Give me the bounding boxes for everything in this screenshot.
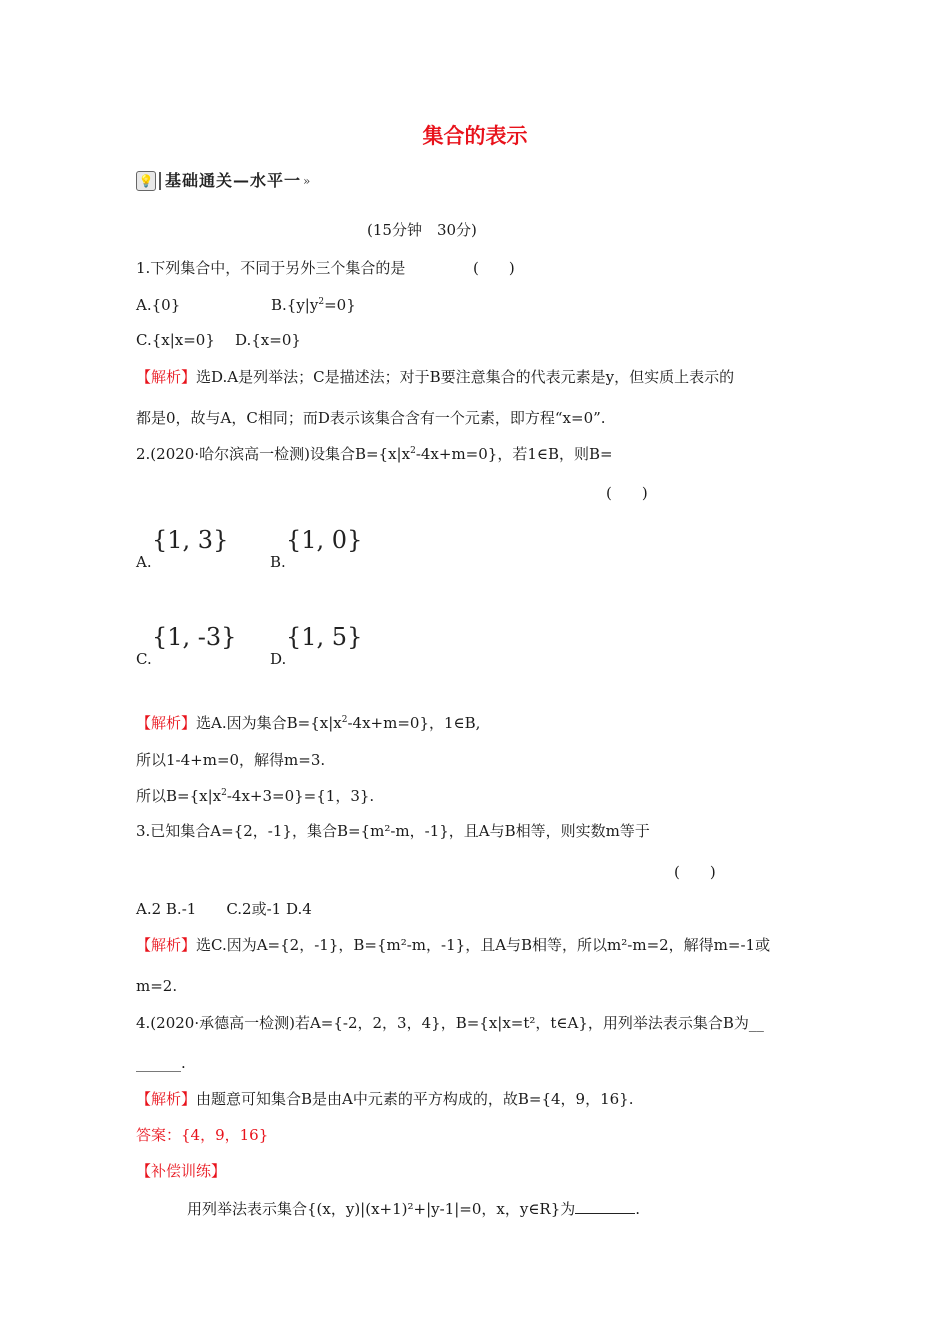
answer-blank (575, 1199, 635, 1214)
lightbulb-icon: 💡 (136, 171, 156, 191)
extra-training-tag: 【补偿训练】 (136, 1162, 227, 1180)
q1-solution-line1: 【解析】选D.A是列举法；C是描述法；对于B要注意集合的代表元素是y，但实质上表示的 (136, 368, 735, 386)
q2-stem: 2.(2020·哈尔滨高一检测)设集合$B=\{x|x^2-4x+m=0\}$，若1∈B，则B= (136, 445, 613, 463)
q4-stem: 4.(2020·承德高一检测)若A={-2，2，3，4}，B={x|x=t²，t∈A}，用列举法表示集合B为__ (136, 1014, 764, 1032)
q2-option-c-set: {1, -3} (152, 623, 237, 651)
extra-training-question: 用列举法表示集合{(x，y)|(x+1)²+|y-1|=0，x，y∈R}为 . (187, 1200, 641, 1218)
time-limit: (15分钟 30分) (367, 221, 477, 239)
q3-answer-paren: ( ) (674, 863, 716, 881)
q2-option-a-label: A. (136, 553, 152, 571)
q2-option-b-label: B. (270, 553, 286, 571)
solution-tag: 【解析】 (136, 1090, 197, 1108)
q2-option-d-set: {1, 5} (286, 623, 363, 651)
section-label: 基础通关—水平一 (165, 171, 302, 191)
banner-divider (159, 172, 161, 190)
solution-tag: 【解析】 (136, 368, 197, 386)
q3-solution-line1: 【解析】选C.因为A={2，-1}，B={m²-m，-1}，且A与B相等，所以m²-m=2，解得m=-1或 (136, 936, 771, 954)
q3-options: A.2 B.-1 C.2或-1 D.4 (136, 900, 312, 918)
q3-solution-line2: m=2. (136, 977, 178, 995)
q2-option-c-label: C. (136, 650, 152, 668)
q2-option-a-set: {1, 3} (152, 526, 229, 554)
q2-option-b-set: {1, 0} (286, 526, 363, 554)
q1-answer-paren: ( ) (473, 259, 515, 277)
q1-option-d: D.{x=0} (235, 331, 301, 349)
q1-option-c: C.{x|x=0} (136, 331, 215, 349)
q4-stem-blank: ______. (136, 1054, 186, 1072)
q2-solution-line2: 所以1-4+m=0，解得m=3. (136, 751, 326, 769)
q3-stem: 3.已知集合A={2，-1}，集合B={m²-m，-1}，且A与B相等，则实数m等于 (136, 822, 650, 840)
q1-option-b: $B.\{y|y^2=0\}$ (271, 296, 356, 314)
q1-stem: 1.下列集合中，不同于另外三个集合的是 (136, 259, 406, 277)
q4-solution: 【解析】由题意可知集合B是由A中元素的平方构成的，故B={4，9，16}. (136, 1090, 634, 1108)
q2-answer-paren: ( ) (606, 484, 648, 502)
solution-tag: 【解析】 (136, 936, 197, 954)
q2-solution-line3: 所以$B=\{x|x^2-4x+3=0\}=\{1$，3}. (136, 787, 375, 805)
q4-answer: 答案：{4，9，16} (136, 1126, 269, 1144)
q2-option-d-label: D. (270, 650, 287, 668)
q1-solution-line2: 都是0，故与A，C相同；而D表示该集合含有一个元素，即方程“x=0”. (136, 409, 606, 427)
page-title: 集合的表示 (422, 124, 528, 148)
solution-tag: 【解析】 (136, 714, 197, 732)
double-chevron-icon: » (303, 173, 311, 188)
section-banner (136, 170, 310, 192)
q1-option-a: A.{0} (136, 296, 181, 314)
q2-solution-line1: 【解析】选A.因为集合$B=\{x|x^2-4x+m=0\}$，1∈B, (136, 714, 481, 732)
